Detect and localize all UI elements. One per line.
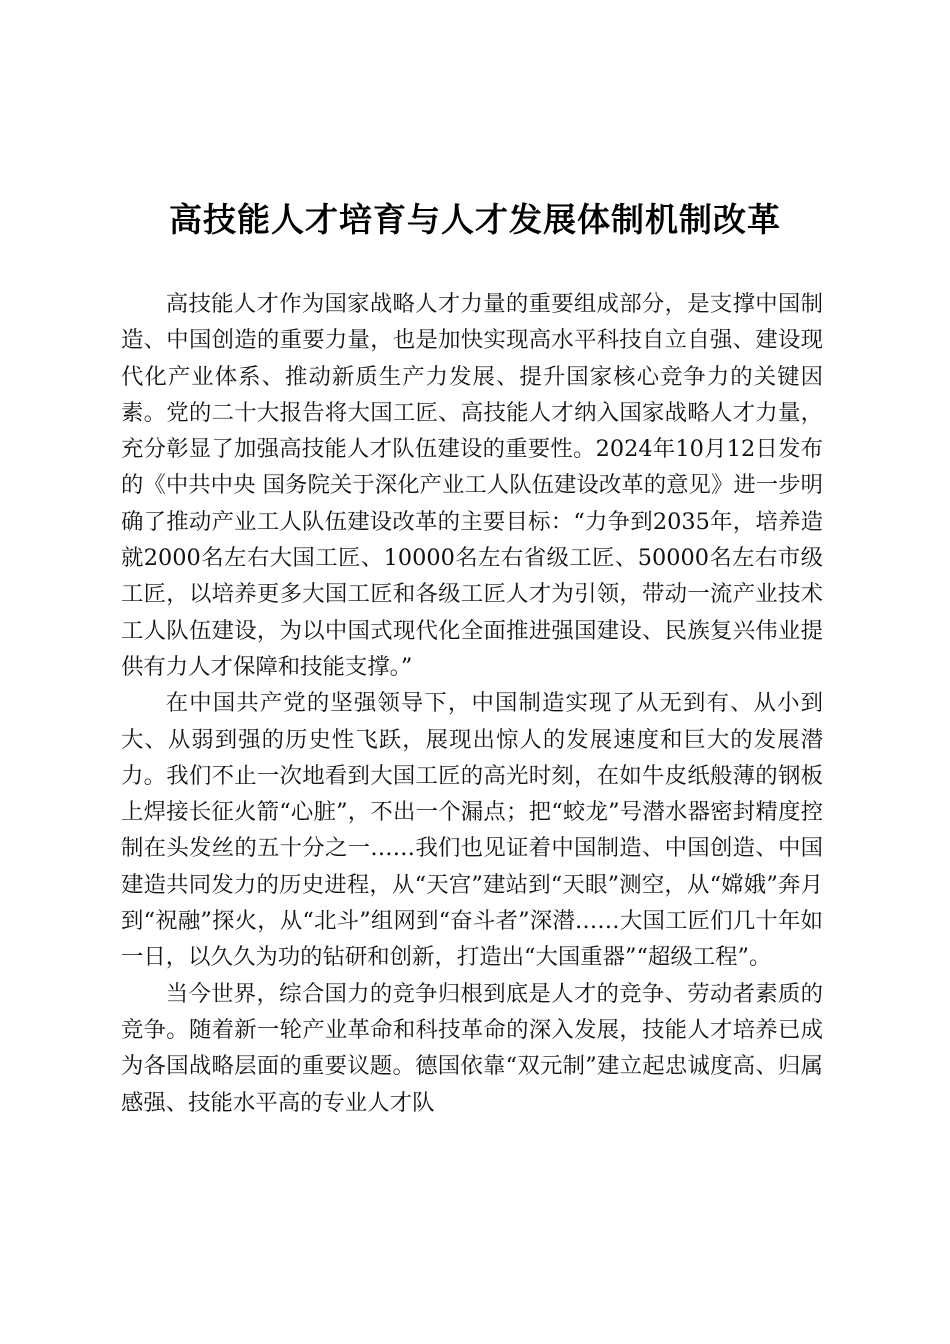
document-body: [121, 286, 823, 1121]
document-title: 高技能人才培育与人才发展体制机制改革: [169, 200, 781, 239]
paragraph-2: 在中国共产党的坚强领导下，中国制造实现了从无到有、从小到大、从弱到强的历史性飞跃，展现出惊人的发展速度和巨大的发展潜力。我们不止一次地看到大国工匠的高光时刻，在如牛皮纸般薄的钢板上焊接长征火箭“心脏”，不出一个漏点；把“蛟龙”号潜水器密封精度控制在头发丝的五十分之一……我们也见证着中国制造、中国创造、中国建造共同发力的历史进程，从“天宫”建站到“天眼”测空，从“嫦娥”奔月到“祝融”探火，从“北斗”组网到“奋斗者”深潜……大国工匠们几十年如一日，以久久为功的钻研和创新，打造出“大国重器”“超级工程”。: [121, 690, 823, 971]
paragraph-1: 高技能人才作为国家战略人才力量的重要组成部分，是支撑中国制造、中国创造的重要力量，也是加快实现高水平科技自立自强、建设现代化产业体系、推动新质生产力发展、提升国家核心竞争力的关键因素。党的二十大报告将大国工匠、高技能人才纳入国家战略人才力量，充分彰显了加强高技能人才队伍建设的重要性。2024年10月12日发布的《中共中央 国务院关于深化产业工人队伍建设改革的意见》进一步明确了推动产业工人队伍建设改革的主要目标：“力争到2035年，培养造就2000名左右大国工匠、10000名左右省级工匠、50000名左右市级工匠，以培养更多大国工匠和各级工匠人才为引领，带动一流产业技术工人队伍建设，为以中国式现代化全面推进强国建设、民族复兴伟业提供有力人才保障和技能支撑。”: [121, 291, 823, 680]
paragraph-3: 当今世界，综合国力的竞争归根到底是人才的竞争、劳动者素质的竞争。随着新一轮产业革命和科技革命的深入发展，技能人才培养已成为各国战略层面的重要议题。德国依靠“双元制”建立起忠诚度高、归属感强、技能水平高的专业人才队: [121, 980, 823, 1116]
